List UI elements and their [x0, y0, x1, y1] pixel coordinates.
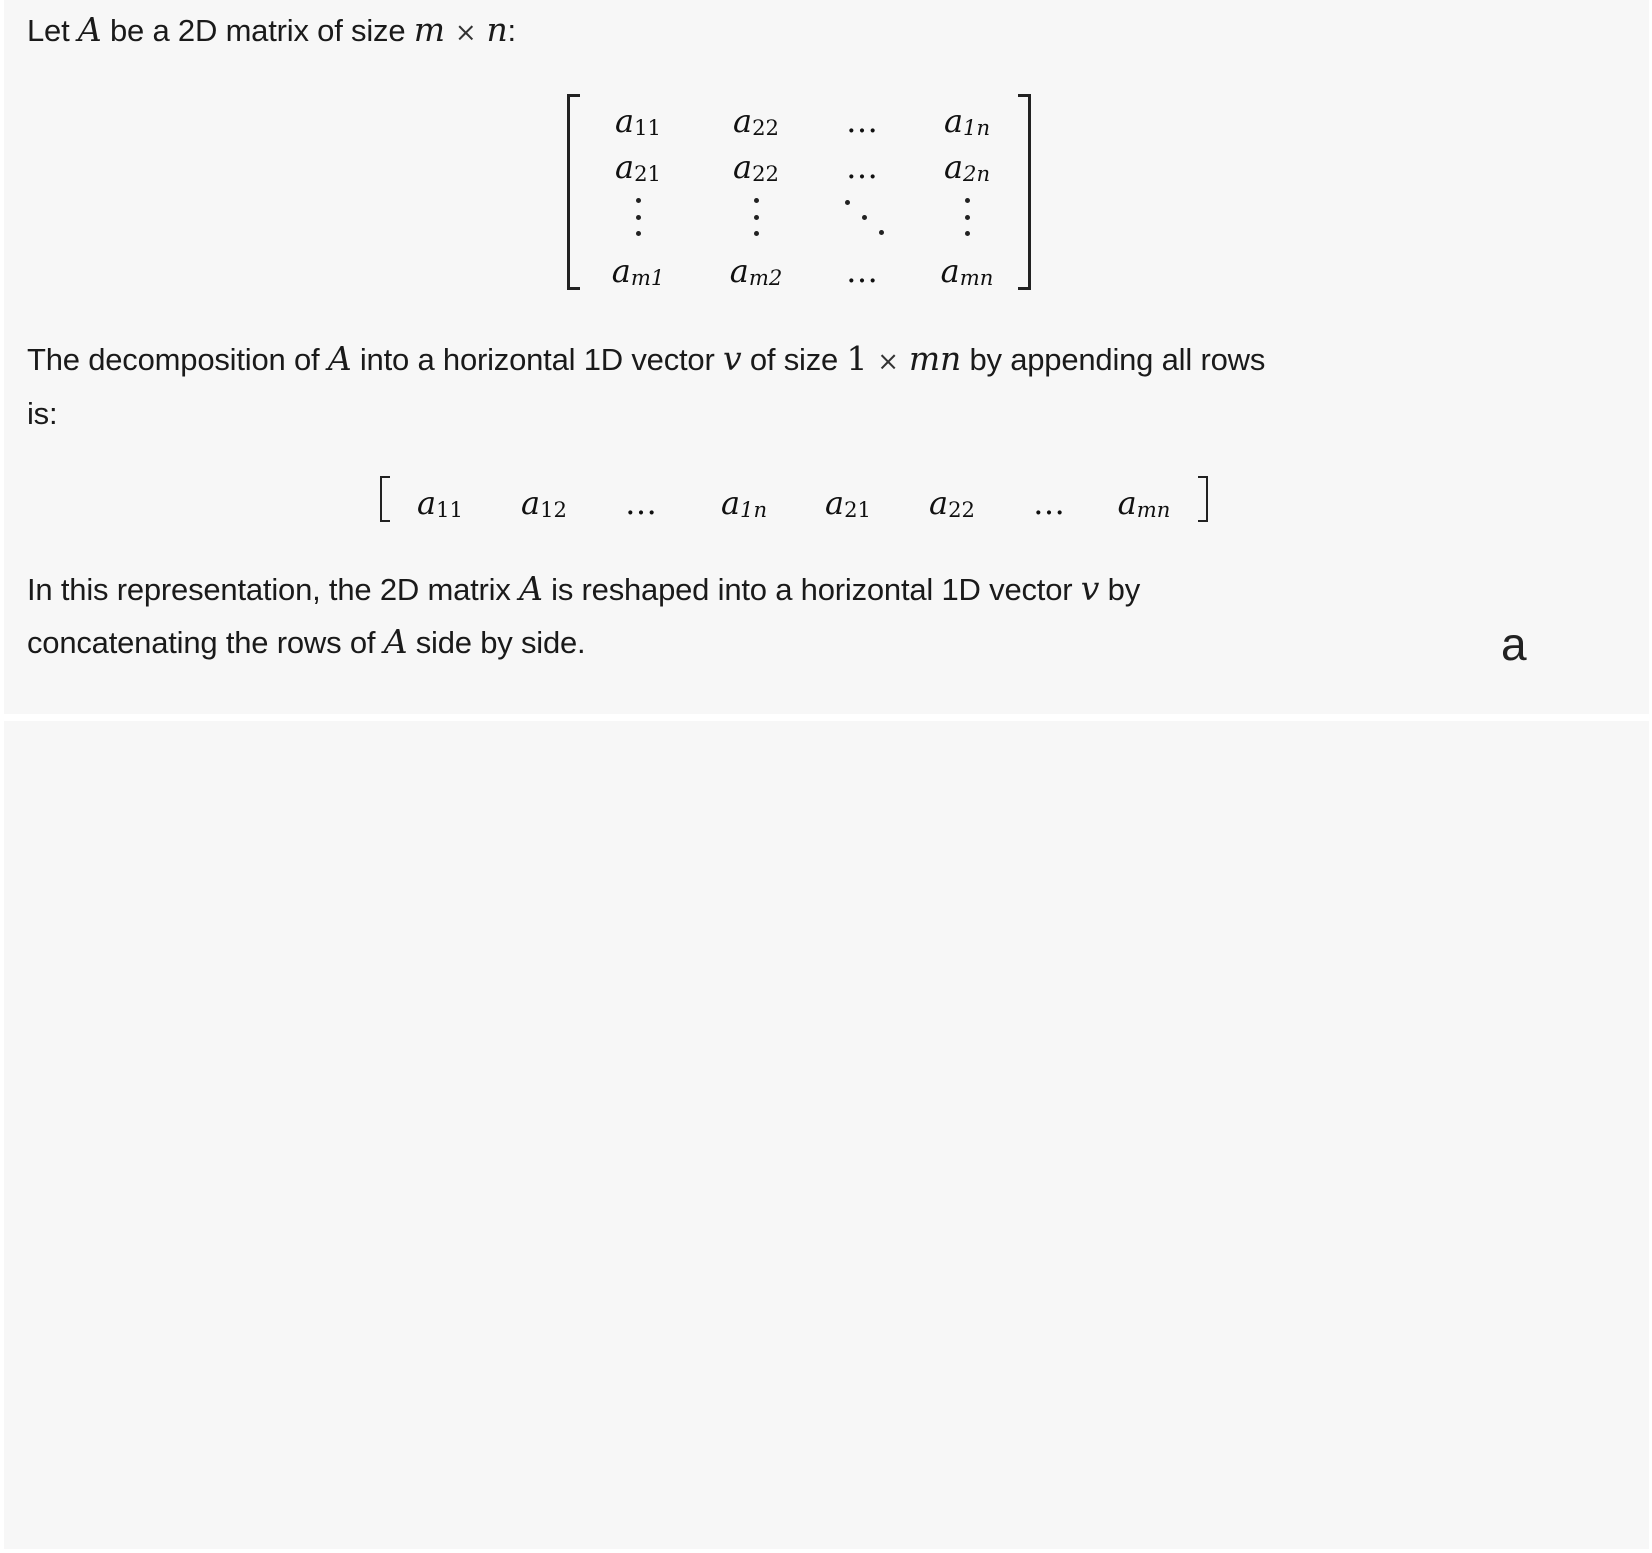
- text: be a 2D matrix of size: [101, 13, 414, 48]
- math-var-A: A: [327, 339, 352, 378]
- conclusion-sentence-a-line2: [27, 614, 585, 670]
- math-var-A: A: [519, 569, 543, 608]
- text: side by side.: [407, 625, 586, 660]
- hdots-icon: …: [846, 102, 884, 140]
- text: Let: [27, 13, 78, 48]
- math-var-v: v: [723, 339, 742, 378]
- math-one: 1: [846, 339, 868, 378]
- ddots-icon: [815, 186, 915, 248]
- vdots-icon: [915, 186, 1019, 248]
- math-var-A: A: [77, 10, 102, 49]
- times-symbol: ×: [877, 347, 899, 377]
- times-symbol: ×: [454, 18, 477, 48]
- matrix-cell: a 11: [615, 102, 661, 140]
- vdots-icon: [579, 186, 697, 248]
- math-var-m: m: [413, 10, 445, 49]
- hdots-icon: …: [846, 148, 884, 186]
- text: concatenating the rows of: [27, 625, 384, 660]
- text: is:: [27, 396, 58, 431]
- decomposition-sentence-line2: [27, 386, 57, 441]
- text: by appending all rows: [961, 342, 1266, 377]
- text: by: [1099, 572, 1140, 607]
- decomposition-sentence: [27, 331, 1265, 390]
- conclusion-sentence-a: [27, 561, 1140, 617]
- math-var-mn: mn: [908, 339, 962, 378]
- matrix-cell: a mn: [940, 252, 994, 290]
- panel-b: [4, 721, 1649, 1549]
- hdots-icon: …: [625, 484, 663, 522]
- vector-element: a mn: [1117, 484, 1171, 522]
- vector-element: a 22: [929, 484, 975, 522]
- matrix-cell: a m2: [729, 252, 783, 290]
- hdots-icon: …: [1033, 484, 1071, 522]
- math-var-A: A: [383, 622, 408, 661]
- vector-element: a 21: [825, 484, 871, 522]
- matrix-cell: a 21: [615, 148, 661, 186]
- vector-element: a 12: [521, 484, 567, 522]
- text: The decomposition of: [27, 342, 328, 377]
- right-bracket: [1018, 94, 1031, 290]
- text: of size: [741, 342, 847, 377]
- intro-sentence-a: [27, 2, 516, 61]
- vector-element: a 11: [417, 484, 463, 522]
- text: :: [507, 13, 516, 48]
- row-vector-a: [380, 476, 1208, 522]
- left-bracket: [567, 94, 580, 290]
- matrix-cell: a 22: [733, 102, 779, 140]
- text: In this representation, the 2D matrix: [27, 572, 520, 607]
- vdots-icon: [697, 186, 815, 248]
- panel-label-a: a: [1501, 618, 1527, 670]
- hdots-icon: …: [846, 252, 884, 290]
- matrix-cell: a 2n: [943, 148, 991, 186]
- matrix-cell: a 22: [733, 148, 779, 186]
- math-var-n: n: [486, 10, 508, 49]
- panel-a: [4, 0, 1649, 714]
- matrix-A: [567, 94, 1031, 290]
- text: is reshaped into a horizontal 1D vector: [542, 572, 1081, 607]
- math-var-v: v: [1080, 569, 1100, 608]
- matrix-cell: a m1: [611, 252, 665, 290]
- matrix-cell: a 1n: [943, 102, 991, 140]
- text: into a horizontal 1D vector: [351, 342, 724, 377]
- left-bracket: [380, 476, 390, 522]
- right-bracket: [1198, 476, 1208, 522]
- vector-element: a 1n: [720, 484, 768, 522]
